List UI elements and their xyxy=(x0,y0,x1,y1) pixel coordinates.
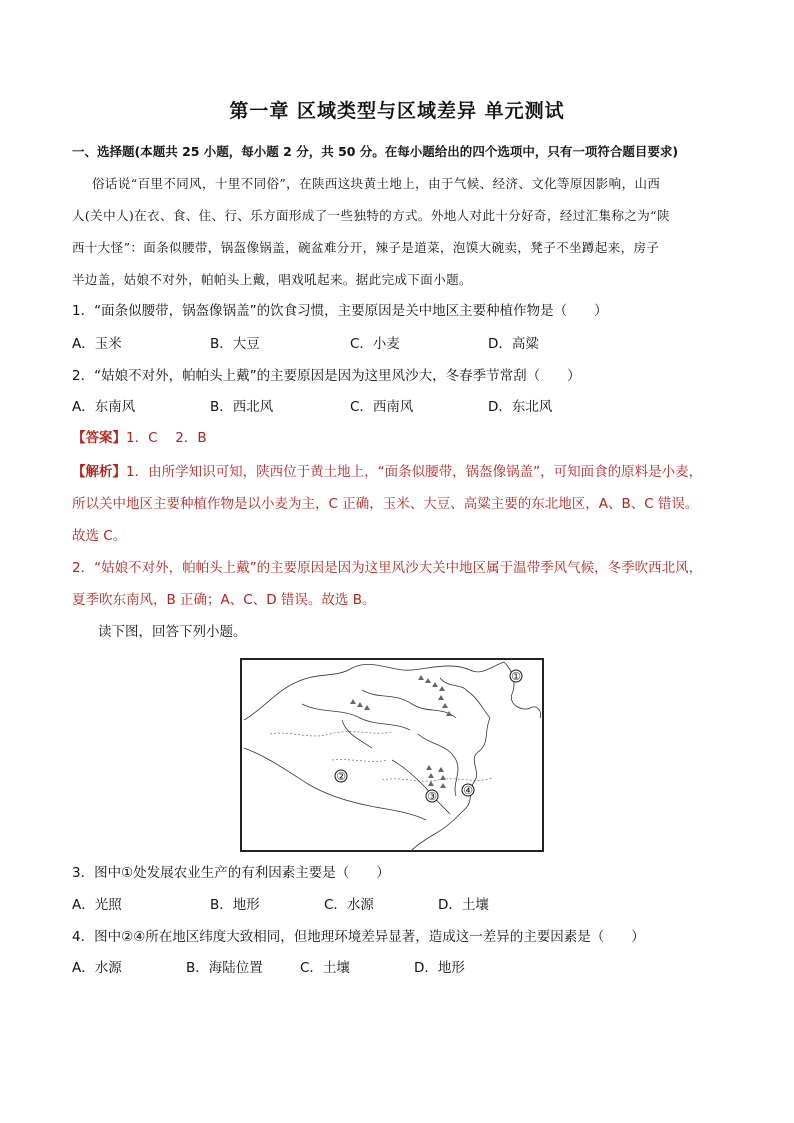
marker-2-label: ② xyxy=(336,770,346,783)
option-a[interactable]: A．玉米 xyxy=(72,336,122,352)
option-b[interactable]: B．大豆 xyxy=(210,336,260,352)
analysis-text: 1．由所学知识可知，陕西位于黄土地上，“面条似腰带，锅盔像锅盖”，可知面食的原料是小麦， xyxy=(126,464,703,480)
question-2-stem: 2．“姑娘不对外，帕帕头上戴”的主要原因是因为这里风沙大，冬春季节常刮（ ） xyxy=(72,368,581,384)
option-c[interactable]: C．水源 xyxy=(324,897,374,913)
analysis-label: 【解析】 xyxy=(72,464,126,480)
page-title: 第一章 区域类型与区域差异 单元测试 xyxy=(229,100,565,122)
read-map-instruction: 读下图，回答下列小题。 xyxy=(98,624,247,640)
answer-line xyxy=(72,428,732,448)
question-3-stem: 3．图中①处发展农业生产的有利因素主要是（ ） xyxy=(72,865,390,881)
question-1-options xyxy=(72,334,539,354)
marker-3-label: ③ xyxy=(427,790,437,803)
option-d[interactable]: D．土壤 xyxy=(438,897,489,913)
analysis-line: 故选 C。 xyxy=(72,528,127,544)
marker-4-label: ④ xyxy=(463,784,473,797)
option-a[interactable]: A．光照 xyxy=(72,897,122,913)
question-3-options xyxy=(72,895,489,915)
option-d[interactable]: D．东北风 xyxy=(488,399,553,415)
question-4-stem: 4．图中②④所在地区纬度大致相同，但地理环境差异显著，造成这一差异的主要因素是（ ） xyxy=(72,929,645,945)
option-b[interactable]: B．西北风 xyxy=(210,399,274,415)
analysis-line: 2．“姑娘不对外，帕帕头上戴”的主要原因是因为这里风沙大关中地区属于温带季风气候，冬季吹西北风， xyxy=(72,560,703,576)
option-d[interactable]: D．地形 xyxy=(414,960,465,976)
option-b[interactable]: B．海陆位置 xyxy=(186,960,263,976)
analysis-line xyxy=(72,462,732,482)
option-a[interactable]: A．水源 xyxy=(72,960,122,976)
option-c[interactable]: C．土壤 xyxy=(300,960,350,976)
question-1-stem: 1．“面条似腰带，锅盔像锅盖”的饮食习惯，主要原因是关中地区主要种植作物是（ ） xyxy=(72,303,608,319)
answer-text: 1．C 2．B xyxy=(126,430,207,446)
option-a[interactable]: A．东南风 xyxy=(72,399,136,415)
china-map-figure xyxy=(240,658,544,852)
analysis-line: 所以关中地区主要种植作物是以小麦为主，C 正确，玉米、大豆、高粱主要的东北地区，A、B、C 错误。 xyxy=(72,496,699,512)
option-c[interactable]: C．西南风 xyxy=(350,399,414,415)
map-drawing xyxy=(242,660,542,850)
passage-line: 俗话说“百里不同风，十里不同俗”，在陕西这块黄土地上，由于气候、经济、文化等原因影响，山西 xyxy=(92,176,661,191)
section-heading: 一、选择题(本题共 25 小题，每小题 2 分，共 50 分。在每小题给出的四个选项中，只有一项符合题目要求) xyxy=(72,144,679,159)
passage-line: 人(关中人)在衣、食、住、行、乐方面形成了一些独特的方式。外地人对此十分好奇，经过汇集称之为“陕 xyxy=(72,208,670,223)
passage-line: 半边盖，姑娘不对外，帕帕头上戴，唱戏吼起来。据此完成下面小题。 xyxy=(72,272,472,287)
answer-label: 【答案】 xyxy=(72,430,126,446)
option-d[interactable]: D．高粱 xyxy=(488,336,539,352)
question-2-options xyxy=(72,397,552,417)
option-c[interactable]: C．小麦 xyxy=(350,336,400,352)
passage-line: 西十大怪”：面条似腰带，锅盔像锅盖，碗盆难分开，辣子是道菜，泡馍大碗卖，凳子不坐蹲起来，房子 xyxy=(72,240,660,255)
option-b[interactable]: B．地形 xyxy=(210,897,260,913)
question-4-options xyxy=(72,958,465,978)
analysis-line: 夏季吹东南风，B 正确；A、C、D 错误。故选 B。 xyxy=(72,592,376,608)
marker-1-label: ① xyxy=(511,670,521,683)
